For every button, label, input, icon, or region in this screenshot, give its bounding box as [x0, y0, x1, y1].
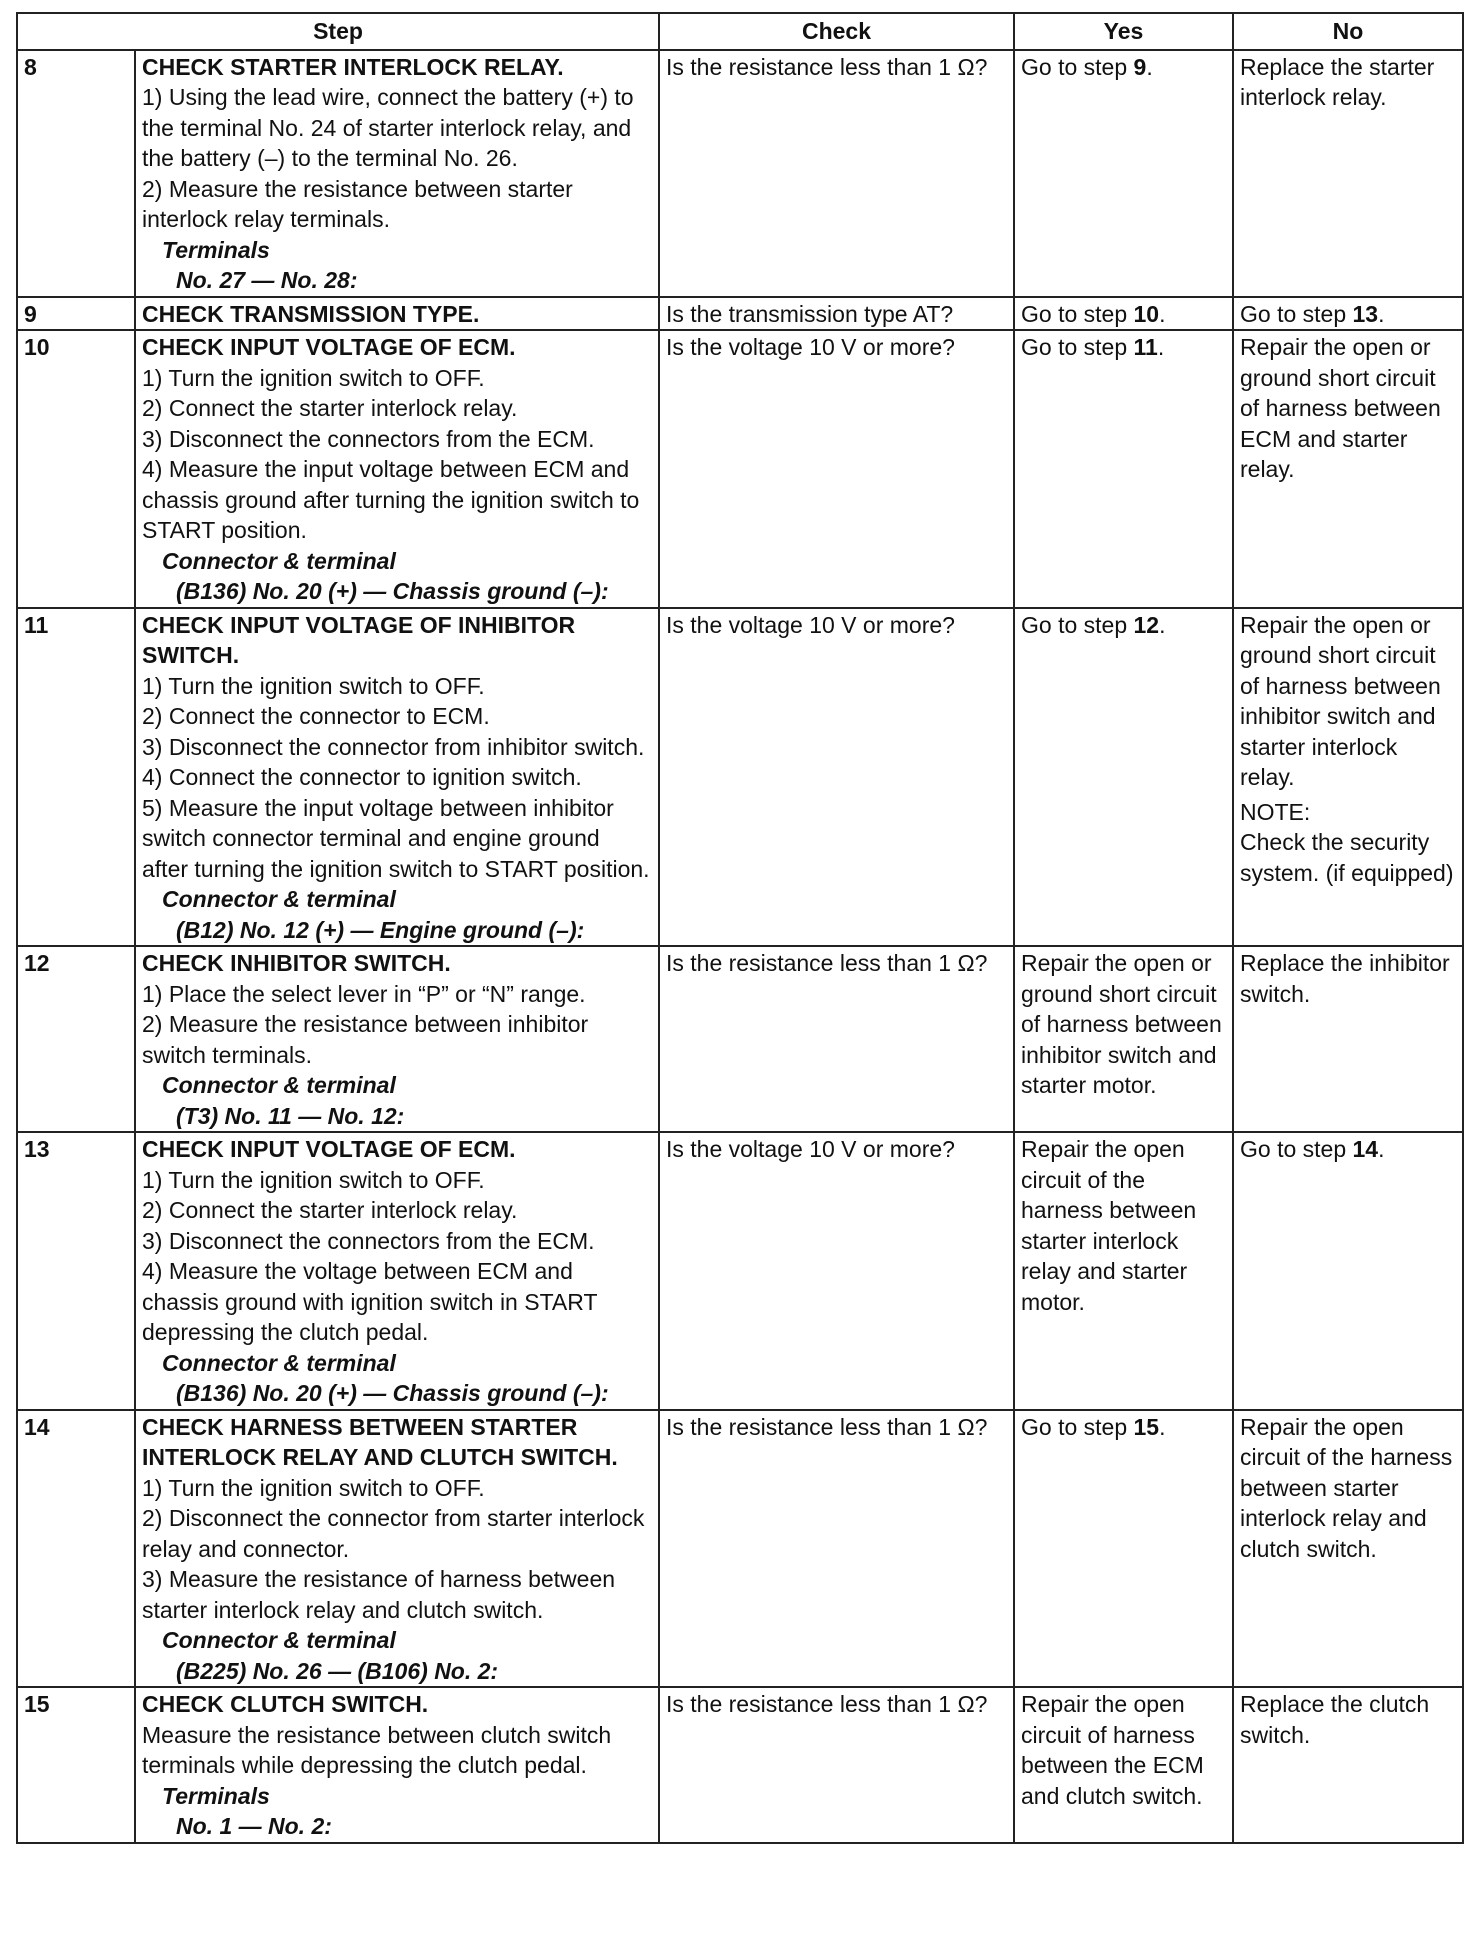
check-cell: Is the resistance less than 1 Ω?: [659, 50, 1014, 297]
step-instruction: Measure the resistance between clutch switch terminals while depressing the clutch pedal.: [142, 1721, 612, 1778]
step-number: 11: [17, 608, 135, 947]
step-cell: [135, 50, 659, 297]
no-text: Replace the starter interlock relay.: [1240, 53, 1435, 110]
no-text: Repair the open circuit of the harness between starter interlock relay and clutch switch.: [1240, 1413, 1453, 1562]
step-sub-label: Terminals: [162, 236, 270, 263]
check-cell: Is the voltage 10 V or more?: [659, 608, 1014, 947]
step-instruction: 2) Measure the resistance between inhibitor switch terminals.: [142, 1011, 589, 1068]
step-instruction: 1) Turn the ignition switch to OFF.: [142, 1166, 485, 1193]
yes-cell: Repair the open circuit of the harness between starter interlock relay and starter motor.: [1014, 1132, 1233, 1410]
table-row: [17, 608, 1463, 947]
step-instruction: 2) Connect the connector to ECM.: [142, 703, 490, 729]
step-instruction: 1) Turn the ignition switch to OFF.: [142, 364, 485, 391]
check-cell: Is the resistance less than 1 Ω?: [659, 1687, 1014, 1843]
yes-cell: Repair the open or ground short circuit of harness between inhibitor switch and starter motor.: [1014, 946, 1233, 1132]
step-instruction: 1) Using the lead wire, connect the battery (+) to the terminal No. 24 of starter interlock relay, and the battery (–) to the terminal No. 26.: [142, 84, 634, 171]
table-row: [17, 1410, 1463, 1688]
table-row: [17, 297, 1463, 331]
yes-step-ref: 12: [1133, 611, 1160, 638]
step-sub-label: Connector & terminal: [162, 547, 396, 574]
yes-cell: Go to step 15.: [1014, 1410, 1233, 1688]
step-sub-label: Connector & terminal: [162, 1349, 396, 1376]
table-row: [17, 1687, 1463, 1843]
step-instruction: 2) Connect the starter interlock relay.: [142, 1197, 518, 1223]
no-text: Replace the inhibitor switch.: [1240, 950, 1450, 1007]
step-instruction: 2) Disconnect the connector from starter interlock relay and connector.: [142, 1505, 645, 1562]
step-sub-value: (B225) No. 26 — (B106) No. 2:: [176, 1657, 499, 1684]
step-instruction: 3) Measure the resistance of harness between starter interlock relay and clutch switch.: [142, 1566, 616, 1623]
step-instruction: 3) Disconnect the connectors from the ECM.: [142, 425, 595, 452]
no-note-label: NOTE:: [1240, 798, 1311, 825]
step-instruction: 3) Disconnect the connectors from the ECM.: [142, 1227, 595, 1254]
step-title: CHECK INPUT VOLTAGE OF ECM.: [142, 334, 516, 360]
step-sub-value: No. 1 — No. 2:: [176, 1813, 332, 1839]
step-title: CHECK TRANSMISSION TYPE.: [142, 300, 480, 327]
step-number: 8: [17, 50, 135, 297]
step-cell: [135, 1132, 659, 1410]
step-sub-value: (B136) No. 20 (+) — Chassis ground (–):: [176, 1380, 609, 1406]
table-row: [17, 330, 1463, 608]
table-row: [17, 50, 1463, 297]
yes-cell: Go to step 9.: [1014, 50, 1233, 297]
step-cell: [135, 330, 659, 608]
step-number: 14: [17, 1410, 135, 1688]
step-instruction: 4) Measure the voltage between ECM and chassis ground with ignition switch in START depressing the clutch pedal.: [142, 1258, 598, 1345]
yes-cell: Repair the open circuit of harness between the ECM and clutch switch.: [1014, 1687, 1233, 1843]
step-instruction: 1) Turn the ignition switch to OFF.: [142, 672, 485, 699]
step-title: CHECK INPUT VOLTAGE OF INHIBITOR SWITCH.: [142, 611, 576, 668]
no-cell: [1233, 50, 1463, 297]
no-cell: [1233, 608, 1463, 947]
step-number: 9: [17, 297, 135, 331]
header-yes: Yes: [1014, 13, 1233, 50]
step-sub-value: No. 27 — No. 28:: [176, 267, 358, 293]
no-cell: [1233, 1687, 1463, 1843]
no-cell: [1233, 330, 1463, 608]
step-cell: [135, 297, 659, 331]
check-cell: Is the transmission type AT?: [659, 297, 1014, 331]
step-cell: [135, 608, 659, 947]
check-cell: Is the voltage 10 V or more?: [659, 330, 1014, 608]
no-cell: [1233, 946, 1463, 1132]
yes-step-ref: 15: [1133, 1413, 1160, 1440]
step-title: CHECK INPUT VOLTAGE OF ECM.: [142, 1136, 516, 1162]
no-step-ref: 13: [1352, 300, 1379, 327]
yes-cell: Go to step 12.: [1014, 608, 1233, 947]
no-cell: [1233, 1410, 1463, 1688]
table-row: [17, 946, 1463, 1132]
step-sub-label: Connector & terminal: [162, 1627, 396, 1653]
check-cell: Is the resistance less than 1 Ω?: [659, 946, 1014, 1132]
step-sub-value: (B12) No. 12 (+) — Engine ground (–):: [176, 916, 585, 943]
no-cell: Go to step 13.: [1233, 297, 1463, 331]
header-check: Check: [659, 13, 1014, 50]
no-text: Repair the open or ground short circuit of harness between ECM and starter relay.: [1240, 334, 1441, 482]
step-number: 12: [17, 946, 135, 1132]
no-cell: Go to step 14.: [1233, 1132, 1463, 1410]
step-number: 13: [17, 1132, 135, 1410]
step-instruction: 3) Disconnect the connector from inhibitor switch.: [142, 733, 645, 760]
step-instruction: 2) Measure the resistance between starter interlock relay terminals.: [142, 175, 573, 232]
step-number: 15: [17, 1687, 135, 1843]
check-cell: Is the voltage 10 V or more?: [659, 1132, 1014, 1410]
step-cell: [135, 1687, 659, 1843]
step-instruction: 2) Connect the starter interlock relay.: [142, 395, 518, 421]
step-sub-label: Connector & terminal: [162, 886, 396, 912]
step-instruction: 5) Measure the input voltage between inhibitor switch connector terminal and engine ground after turning the ignition switch to START position.: [142, 794, 650, 882]
yes-step-ref: 10: [1133, 300, 1160, 327]
step-title: CHECK STARTER INTERLOCK RELAY.: [142, 53, 564, 80]
step-sub-label: Connector & terminal: [162, 1072, 396, 1098]
header-row: [17, 13, 1463, 50]
yes-step-ref: 11: [1133, 334, 1158, 360]
no-text: Repair the open or ground short circuit of harness between inhibitor switch and starter interlock relay.: [1240, 611, 1441, 790]
step-instruction: 4) Measure the input voltage between ECM and chassis ground after turning the ignition switch to START position.: [142, 456, 640, 543]
step-title: CHECK INHIBITOR SWITCH.: [142, 950, 451, 976]
no-note: Check the security system. (if equipped): [1240, 829, 1454, 886]
step-title: CHECK HARNESS BETWEEN STARTER INTERLOCK RELAY AND CLUTCH SWITCH.: [142, 1413, 618, 1470]
step-instruction: 1) Turn the ignition switch to OFF.: [142, 1474, 485, 1501]
step-instruction: 4) Connect the connector to ignition switch.: [142, 764, 582, 790]
table-row: [17, 1132, 1463, 1410]
header-no: No: [1233, 13, 1463, 50]
step-cell: [135, 1410, 659, 1688]
step-cell: [135, 946, 659, 1132]
step-sub-label: Terminals: [162, 1782, 270, 1809]
step-title: CHECK CLUTCH SWITCH.: [142, 1691, 429, 1717]
diagnostic-table: [16, 12, 1464, 1844]
no-step-ref: 14: [1352, 1136, 1379, 1162]
no-text: Replace the clutch switch.: [1240, 1691, 1430, 1748]
yes-cell: Go to step 10.: [1014, 297, 1233, 331]
check-cell: Is the resistance less than 1 Ω?: [659, 1410, 1014, 1688]
header-step: Step: [17, 13, 659, 50]
step-sub-value: (T3) No. 11 — No. 12:: [176, 1102, 405, 1129]
step-instruction: 1) Place the select lever in “P” or “N” range.: [142, 980, 586, 1007]
yes-step-ref: 9: [1133, 53, 1147, 80]
step-number: 10: [17, 330, 135, 608]
step-sub-value: (B136) No. 20 (+) — Chassis ground (–):: [176, 578, 609, 604]
yes-cell: Go to step 11.: [1014, 330, 1233, 608]
